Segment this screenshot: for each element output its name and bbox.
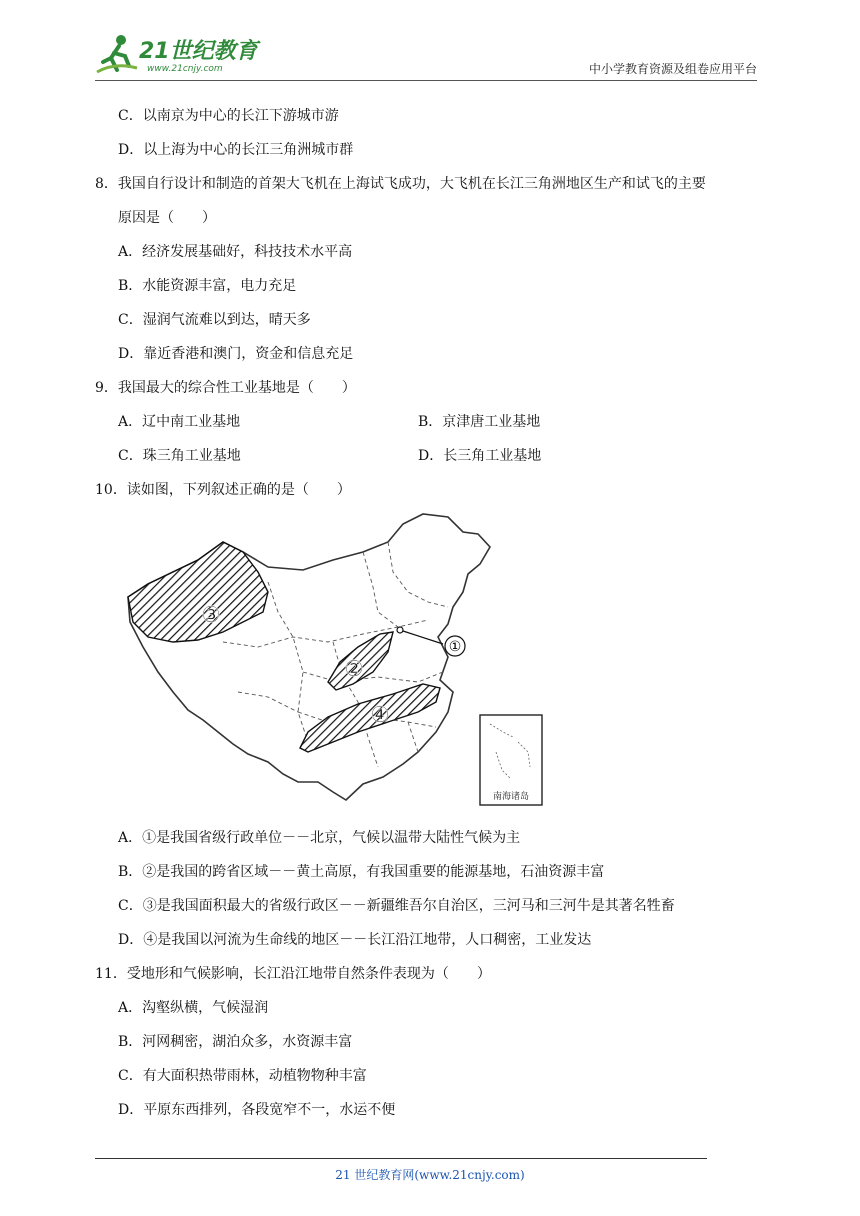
south-china-sea-inset (480, 715, 542, 805)
header-divider (95, 80, 757, 81)
label-3 (201, 603, 221, 628)
q7-option-c: C．以南京为中心的长江下游城市游 (118, 108, 339, 124)
q10-option-c: C．③是我国面积最大的省级行政区－－新疆维吾尔自治区，三河马和三河牛是其著名牲畜 (118, 898, 675, 914)
label-2 (344, 657, 364, 682)
q8-option-c: C．湿润气流难以到达，晴天多 (118, 312, 311, 328)
q11-option-a: A．沟壑纵横，气候湿润 (118, 1000, 269, 1016)
q7-option-d: D．以上海为中心的长江三角洲城市群 (118, 142, 354, 158)
q10-option-d: D．④是我国以河流为生命线的地区－－长江沿江地带，人口稠密，工业发达 (118, 932, 592, 948)
svg-text:①: ① (448, 639, 462, 655)
beijing-marker (397, 627, 403, 633)
q9-option-a: A．辽中南工业基地 (118, 414, 241, 430)
q11-option-c: C．有大面积热带雨林，动植物物种丰富 (118, 1068, 367, 1084)
q11-option-b: B．河网稠密，湖泊众多，水资源丰富 (118, 1034, 353, 1050)
q8-option-d: D．靠近香港和澳门，资金和信息充足 (118, 346, 354, 362)
q11-option-d: D．平原东西排列，各段宽窄不一，水运不便 (118, 1102, 396, 1118)
label-1 (445, 636, 465, 656)
q10-option-b: B．②是我国的跨省区域－－黄土高原，有我国重要的能源基地，石油资源丰富 (118, 864, 605, 880)
svg-text:③: ③ (201, 603, 221, 628)
region-3-xinjiang (128, 542, 268, 642)
china-outline (128, 514, 490, 800)
q9-option-b: B．京津唐工业基地 (418, 414, 541, 430)
logo-url: www.21cnjy.com (147, 64, 223, 74)
q9-stem: 9．我国最大的综合性工业基地是（ ） (95, 380, 356, 396)
q9-option-d: D．长三角工业基地 (418, 448, 542, 464)
q10-stem: 10．读如图，下列叙述正确的是（ ） (95, 482, 351, 498)
q11-stem: 11．受地形和气候影响，长江沿江地带自然条件表现为（ ） (95, 966, 491, 982)
china-map-figure (118, 512, 548, 812)
q9-option-c: C．珠三角工业基地 (118, 448, 241, 464)
svg-text:④: ④ (370, 703, 390, 728)
footer-divider (95, 1158, 707, 1159)
q8-option-b: B．水能资源丰富，电力充足 (118, 278, 297, 294)
q10-option-a: A．①是我国省级行政单位－－北京，气候以温带大陆性气候为主 (118, 830, 521, 846)
footer-link[interactable]: 21 世纪教育网(www.21cnjy.com) (335, 1168, 525, 1182)
svg-text:南海诸岛: 南海诸岛 (492, 792, 530, 802)
page-header (95, 28, 757, 80)
q8-stem-cont: 原因是（ ） (118, 210, 216, 226)
logo (95, 32, 265, 76)
platform-name: 中小学教育资源及组卷应用平台 (588, 62, 757, 76)
q8-stem: 8．我国自行设计和制造的首架大飞机在上海试飞成功，大飞机在长江三角洲地区生产和试飞的主要 (95, 176, 706, 192)
label-4 (370, 703, 390, 728)
logo-text: 21世纪教育 (139, 39, 258, 64)
svg-text:②: ② (344, 657, 364, 682)
q8-option-a: A．经济发展基础好，科技技术水平高 (118, 244, 353, 260)
runner-logo-icon (95, 32, 139, 76)
